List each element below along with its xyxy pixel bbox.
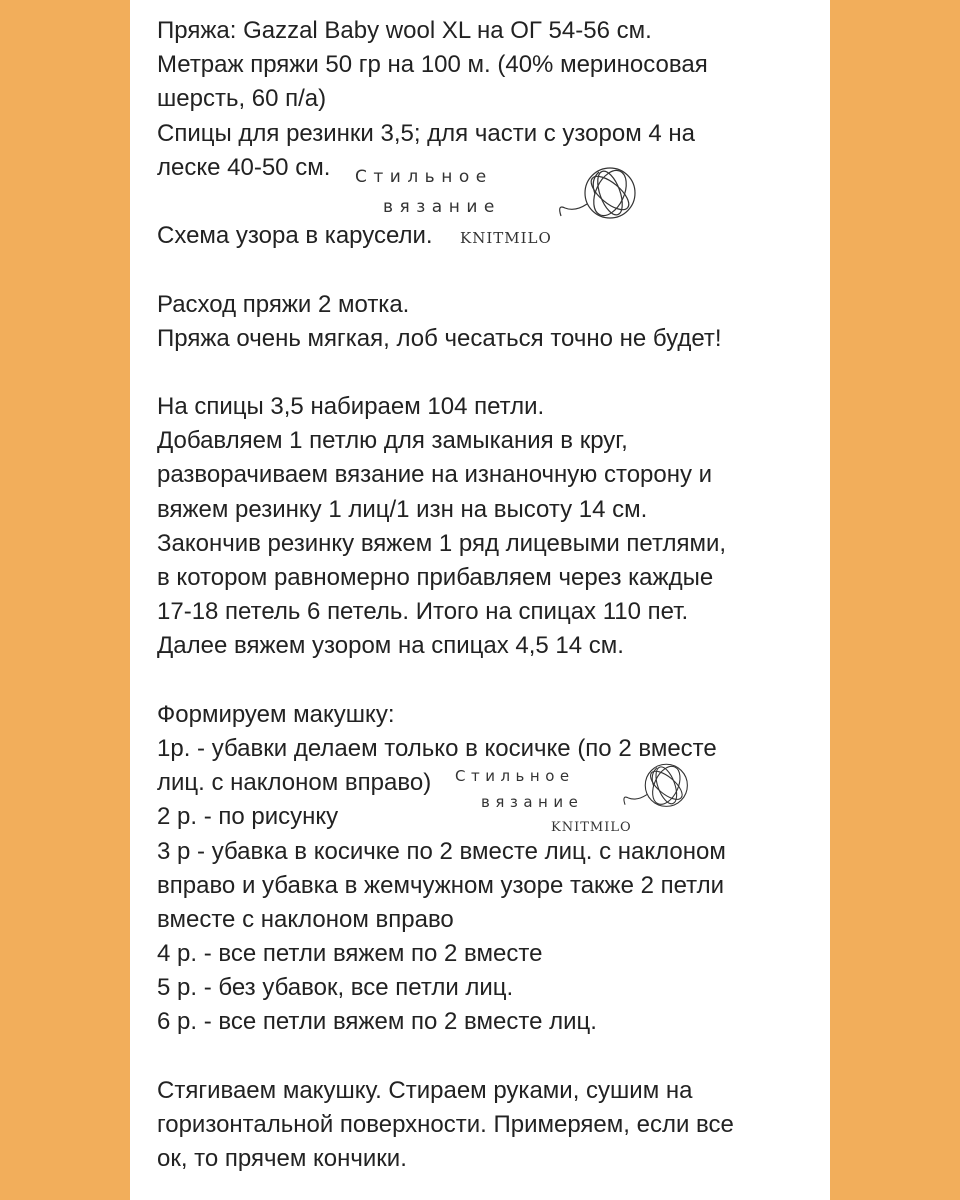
- watermark-logo: [355, 160, 655, 260]
- text-line: Добавляем 1 петлю для замыкания в круг,: [157, 427, 628, 455]
- blank-line: [157, 356, 807, 390]
- text-line: 2 р. - по рисунку: [157, 803, 339, 831]
- yarn-ball-icon: [555, 160, 650, 230]
- text-line: в котором равномерно прибавляем через каждые: [157, 564, 714, 591]
- text-line: леске 40-50 см.: [157, 153, 331, 181]
- watermark-word-knitting: вязание: [481, 793, 584, 811]
- text-line: Спицы для резинки 3,5; для части с узором 4 на: [157, 119, 695, 147]
- watermark-word-knitting: вязание: [383, 197, 501, 217]
- watermark-word-stylish: Стильное: [355, 167, 493, 187]
- text-line: вправо и убавка в жемчужном узоре также 2 петли: [157, 871, 725, 899]
- text-line: разворачиваем вязание на изнаночную сторону и: [157, 461, 713, 489]
- text-line: вместе с наклоном вправо: [157, 905, 454, 933]
- watermark-word-stylish: Стильное: [455, 767, 575, 785]
- text-line: Далее вяжем узором на спицах 4,5 14 см.: [157, 632, 624, 660]
- watermark-logo: [455, 763, 705, 843]
- text-line: 4 р. - все петли вяжем по 2 вместе: [157, 940, 543, 968]
- watermark-brand: KNITMILO: [551, 820, 632, 835]
- text-line: Расход пряжи 2 мотка.: [157, 290, 410, 318]
- text-line: Закончив резинку вяжем 1 ряд лицевыми петлями,: [157, 529, 727, 557]
- text-line: 17-18 петель 6 петель. Итого на спицах 110 пет.: [157, 598, 689, 626]
- text-line: ок, то прячем кончики.: [157, 1145, 407, 1173]
- text-line: 5 р. - без убавок, все петли лиц.: [157, 974, 514, 1002]
- text-line: Метраж пряжи 50 гр на 100 м. (40% мериносовая: [157, 51, 708, 79]
- text-line: горизонтальной поверхности. Примеряем, если все: [157, 1111, 734, 1138]
- text-line: шерсть, 60 п/а): [157, 85, 327, 113]
- text-line: Пряжа очень мягкая, лоб чесаться точно не будет!: [157, 324, 722, 352]
- blank-line: [157, 664, 807, 698]
- text-line: Формируем макушку:: [157, 700, 395, 728]
- text-line: лиц. с наклоном вправо): [157, 769, 432, 797]
- watermark-brand: KNITMILO: [460, 229, 552, 247]
- text-line: 1р. - убавки делаем только в косичке (по 2 вместе: [157, 734, 717, 762]
- text-line: Схема узора в карусели.: [157, 222, 433, 250]
- yarn-ball-icon: [620, 757, 700, 817]
- text-line: На спицы 3,5 набираем 104 петли.: [157, 393, 545, 421]
- blank-line: [157, 1040, 807, 1074]
- text-line: 3 р - убавка в косичке по 2 вместе лиц. с наклоном: [157, 837, 726, 865]
- text-line: Пряжа: Gazzal Baby wool XL на ОГ 54-56 см.: [157, 17, 652, 44]
- text-line: 6 р. - все петли вяжем по 2 вместе лиц.: [157, 1008, 597, 1036]
- text-line: вяжем резинку 1 лиц/1 изн на высоту 14 см.: [157, 495, 648, 523]
- text-line: Стягиваем макушку. Стираем руками, сушим на: [157, 1076, 693, 1104]
